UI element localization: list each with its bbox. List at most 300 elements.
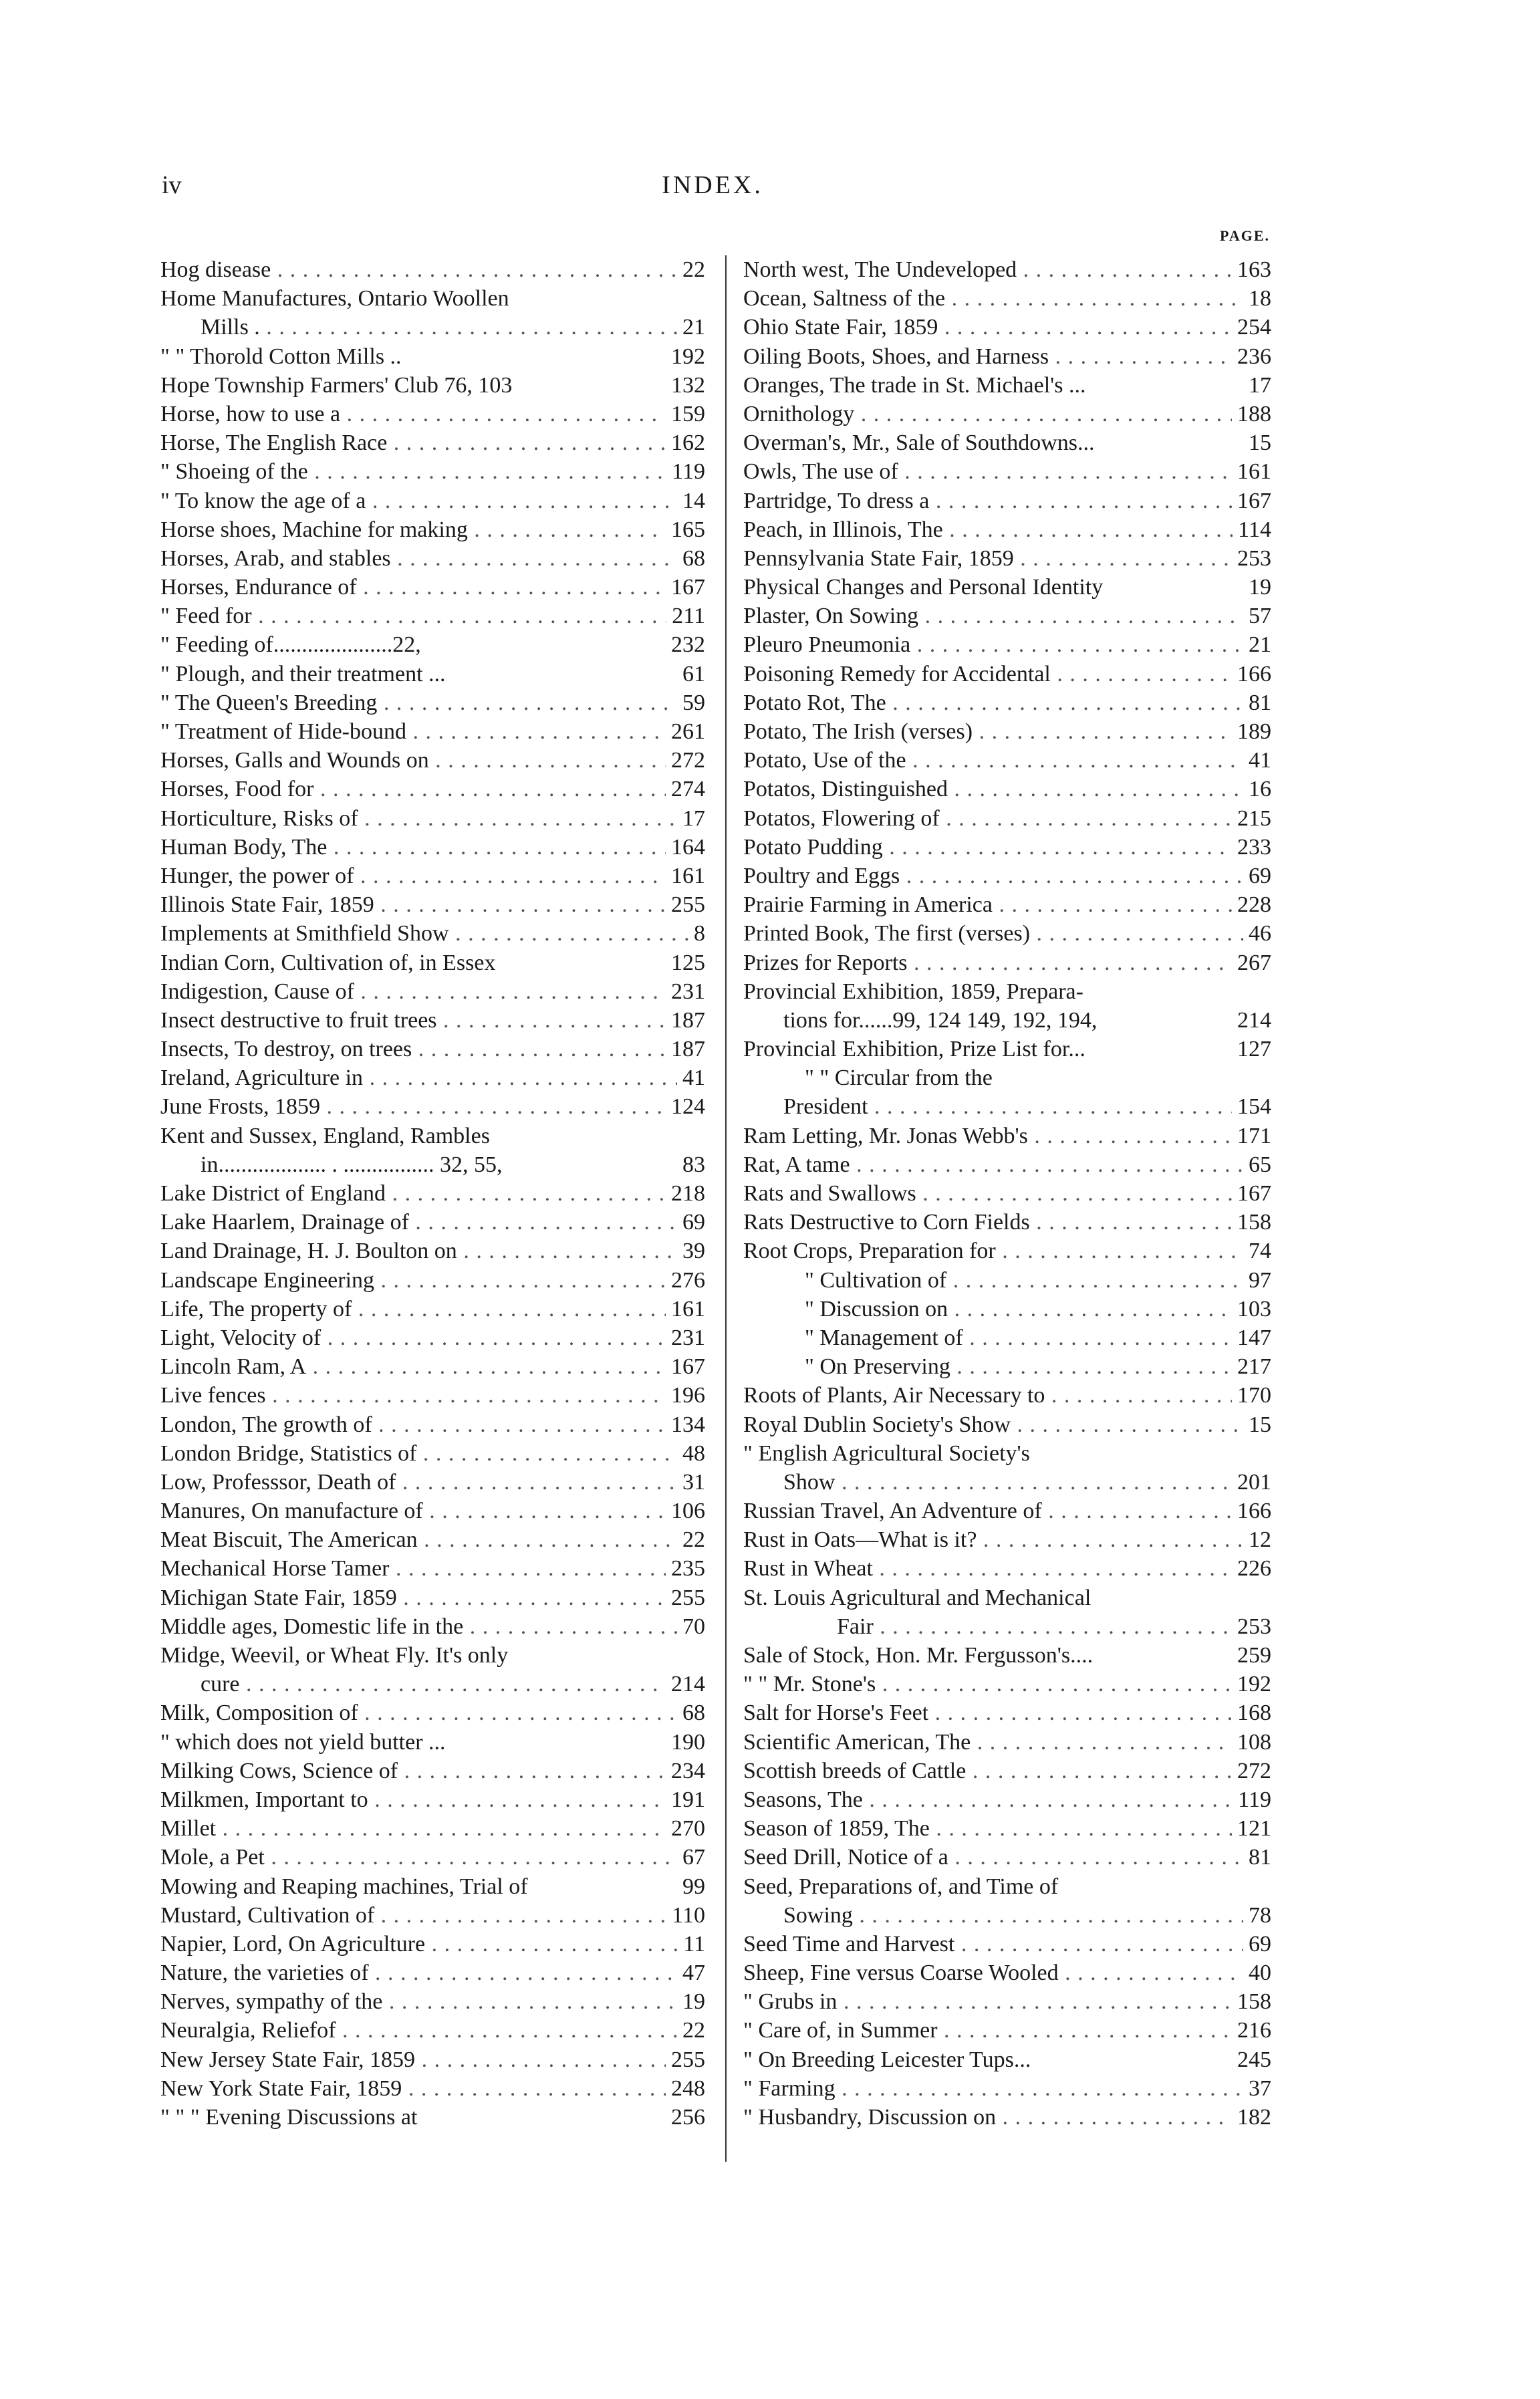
index-entry-page: 99: [677, 1872, 705, 1901]
index-entry: [160, 1006, 705, 1035]
index-entry-page: 69: [1243, 862, 1271, 890]
index-entry: [160, 1497, 705, 1525]
index-entry: [743, 457, 1271, 486]
index-entry-page: 19: [677, 1987, 705, 2016]
index-entry-text: Show . . .: [743, 1470, 1271, 1495]
index-entry: [743, 1208, 1271, 1237]
index-entry: [743, 1381, 1271, 1410]
index-entry: [160, 457, 705, 486]
index-entry-page: 108: [1232, 1728, 1271, 1757]
index-entry-page: 40: [1243, 1959, 1271, 1987]
index-entry: [743, 1497, 1271, 1525]
index-entry-page: 41: [1243, 746, 1271, 775]
index-entry: [743, 1468, 1271, 1497]
index-entry: [743, 1728, 1271, 1757]
index-entry: [160, 1757, 705, 1785]
index-entry-text: London Bridge, Statistics of . . .: [160, 1441, 705, 1466]
index-entry: [160, 1584, 705, 1612]
index-entry-text: Scientific American, The . . .: [743, 1730, 1271, 1755]
index-entry: [160, 1785, 705, 1814]
index-entry-text: Seed, Preparations of, and Time of: [743, 1874, 1059, 1899]
index-entry-text: " On Preserving . . .: [743, 1354, 1271, 1379]
index-entry: [743, 342, 1271, 371]
index-entry-page: 182: [1232, 2103, 1271, 2132]
index-entry: [160, 1063, 705, 1092]
index-entry: [743, 1843, 1271, 1872]
index-entry-text: " To know the age of a . . .: [160, 489, 705, 513]
index-entry-page: 65: [1243, 1150, 1271, 1179]
index-entry-text: Midge, Weevil, or Wheat Fly. It's only: [160, 1643, 509, 1668]
index-entry-page: 259: [1232, 1641, 1271, 1670]
index-entry: [160, 602, 705, 630]
index-entry: [743, 1237, 1271, 1265]
index-entry: [743, 544, 1271, 573]
index-entry-text: " Farming . . .: [743, 2076, 1271, 2101]
index-entry-page: 248: [666, 2074, 705, 2103]
index-entry-page: 15: [1243, 428, 1271, 457]
index-entry: [160, 1122, 705, 1150]
index-entry-page: 231: [666, 977, 705, 1006]
index-entry-page: 272: [666, 746, 705, 775]
index-entry: [160, 515, 705, 544]
index-entry-text: Hog disease . . .: [160, 257, 705, 282]
index-entry-text: " " Circular from the: [805, 1065, 993, 1091]
index-entry-text: Potato, Use of the . . .: [743, 748, 1271, 773]
index-entry-page: 162: [666, 428, 705, 457]
index-entry: [160, 400, 705, 428]
index-entry-page: 231: [666, 1323, 705, 1352]
index-entry-page: 171: [1232, 1122, 1271, 1150]
index-entry-text: Plaster, On Sowing . . .: [743, 604, 1271, 628]
index-entry-page: 11: [678, 1930, 705, 1959]
index-entry-page: 226: [1232, 1554, 1271, 1583]
index-entry: [160, 342, 705, 371]
index-entry: [160, 255, 705, 284]
index-entry: [743, 1266, 1271, 1295]
index-entry-page: 245: [1232, 2045, 1271, 2074]
index-entry-page: 192: [666, 342, 705, 371]
index-entry-page: 158: [1232, 1208, 1271, 1237]
index-entry: [743, 1295, 1271, 1323]
index-entry-text: Insects, To destroy, on trees . . .: [160, 1037, 705, 1061]
index-entry-text: " Feed for . . .: [160, 604, 705, 628]
index-entry-text: Provincial Exhibition, Prize List for...: [743, 1037, 1085, 1062]
index-entry: [160, 1872, 705, 1901]
index-entry-text: Rat, A tame . . .: [743, 1152, 1271, 1177]
index-entry-page: 253: [1232, 544, 1271, 573]
index-entry-text: Physical Changes and Personal Identity: [743, 575, 1104, 600]
index-entry-text: Landscape Engineering . . .: [160, 1268, 705, 1293]
page-column-label: PAGE.: [1220, 227, 1270, 244]
index-entry: [743, 1612, 1271, 1641]
index-entry: [743, 1323, 1271, 1352]
index-entry: [743, 1150, 1271, 1179]
index-entry-text: June Frosts, 1859 . . .: [160, 1094, 705, 1119]
index-entry: [160, 544, 705, 573]
index-entry-page: 31: [677, 1468, 705, 1497]
index-entry-text: Indigestion, Cause of . . .: [160, 979, 705, 1004]
index-entry-text: Sale of Stock, Hon. Mr. Fergusson's....: [743, 1643, 1094, 1668]
index-entry: [743, 1785, 1271, 1814]
index-entry-text: Owls, The use of . . .: [743, 459, 1271, 484]
index-entry-page: 17: [1243, 371, 1271, 400]
index-column-left: [160, 255, 705, 2132]
index-entry: [160, 2045, 705, 2074]
index-entry-page: 21: [1243, 630, 1271, 659]
index-entry-page: 114: [1233, 515, 1271, 544]
index-entry: [160, 1987, 705, 2016]
index-entry-text: Ram Letting, Mr. Jonas Webb's . . .: [743, 1124, 1271, 1148]
index-entry: [160, 1843, 705, 1872]
index-entry-page: 191: [666, 1785, 705, 1814]
index-entry-text: Human Body, The . . .: [160, 835, 705, 860]
index-entry-page: 124: [666, 1092, 705, 1121]
index-entry-page: 68: [677, 1698, 705, 1727]
index-entry: [743, 688, 1271, 717]
index-entry-text: " " " Evening Discussions at: [160, 2105, 418, 2130]
index-entry-text: tions for......99, 124 149, 192, 194,: [783, 1007, 1098, 1033]
index-entry-text: " Shoeing of the . . .: [160, 459, 705, 484]
index-entry: [160, 1641, 705, 1670]
index-entry-text: " Grubs in . . .: [743, 1989, 1271, 2014]
index-entry-text: Napier, Lord, On Agriculture . . .: [160, 1932, 705, 1956]
index-entry-page: 211: [666, 602, 705, 630]
index-entry-text: Middle ages, Domestic life in the . . .: [160, 1614, 705, 1639]
index-entry-page: 214: [666, 1670, 705, 1698]
index-entry: [743, 428, 1271, 457]
index-entry-text: Lake Haarlem, Drainage of . . .: [160, 1210, 705, 1235]
index-entry-page: 69: [677, 1208, 705, 1237]
index-entry: [743, 1554, 1271, 1583]
index-entry-page: 274: [666, 775, 705, 803]
page-number: iv: [162, 171, 182, 199]
index-entry-text: Provincial Exhibition, 1859, Prepara-: [743, 979, 1083, 1004]
index-entry: [743, 371, 1271, 400]
index-entry-text: " Husbandry, Discussion on . . .: [743, 2105, 1271, 2130]
index-entry-text: Rust in Oats—What is it? . . .: [743, 1527, 1271, 1552]
index-entry-text: Land Drainage, H. J. Boulton on . . .: [160, 1239, 705, 1263]
index-entry: [160, 890, 705, 919]
index-entry-text: Hunger, the power of . . .: [160, 864, 705, 888]
index-entry-page: 121: [1232, 1814, 1271, 1843]
index-entry: [743, 1872, 1271, 1901]
index-entry: [160, 746, 705, 775]
index-entry-text: Nerves, sympathy of the . . .: [160, 1989, 705, 2014]
index-entry: [743, 313, 1271, 342]
index-entry-text: Rust in Wheat . . .: [743, 1556, 1271, 1581]
index-entry: [160, 688, 705, 717]
index-entry-text: " Plough, and their treatment ...: [160, 661, 446, 686]
index-entry-text: Potatos, Distinguished . . .: [743, 777, 1271, 801]
index-entry: [743, 1179, 1271, 1208]
index-entry-text: Fair . . .: [743, 1614, 1271, 1639]
index-entry-text: Mechanical Horse Tamer . . .: [160, 1556, 705, 1581]
index-entry-page: 267: [1232, 949, 1271, 977]
index-entry: [743, 2074, 1271, 2103]
index-entry-page: 81: [1243, 688, 1271, 717]
index-entry-page: 39: [677, 1237, 705, 1265]
page-header: [162, 170, 1263, 211]
index-entry-text: Printed Book, The first (verses) . . .: [743, 921, 1271, 946]
index-entry-page: 255: [666, 890, 705, 919]
index-entry-text: Rats and Swallows . . .: [743, 1181, 1271, 1206]
index-entry-text: Mole, a Pet . . .: [160, 1845, 705, 1870]
index-entry-page: 69: [1243, 1930, 1271, 1959]
index-entry: [160, 573, 705, 602]
index-entry-text: Michigan State Fair, 1859 . . .: [160, 1586, 705, 1610]
index-entry-page: 218: [666, 1179, 705, 1208]
index-entry-text: " Management of . . .: [743, 1325, 1271, 1350]
index-entry-text: Lake District of England . . .: [160, 1181, 705, 1206]
index-entry-text: Potato Rot, The . . .: [743, 690, 1271, 715]
index-entry-page: 22: [677, 2016, 705, 2045]
index-entry-text: Insect destructive to fruit trees . . .: [160, 1008, 705, 1033]
index-entry-text: cure . . .: [160, 1672, 705, 1696]
index-entry-text: Mills . . . .: [160, 315, 705, 340]
index-entry-page: 235: [666, 1554, 705, 1583]
index-entry-text: Potatos, Flowering of . . .: [743, 806, 1271, 831]
index-entry-page: 256: [666, 2103, 705, 2132]
index-entry: [160, 775, 705, 803]
index-entry-text: Neuralgia, Reliefof . . .: [160, 2018, 705, 2043]
index-entry-page: 255: [666, 1584, 705, 1612]
index-entry: [160, 1612, 705, 1641]
index-entry-text: Potato Pudding . . .: [743, 835, 1271, 860]
index-entry-page: 254: [1232, 313, 1271, 342]
index-entry-text: President . . .: [743, 1094, 1271, 1119]
index-entry-text: Mowing and Reaping machines, Trial of: [160, 1874, 528, 1899]
index-entry-page: 47: [677, 1959, 705, 1987]
index-entry-page: 18: [1243, 284, 1271, 313]
index-entry-text: Prizes for Reports . . .: [743, 951, 1271, 975]
index-entry-page: 19: [1243, 573, 1271, 602]
index-entry-text: North west, The Undeveloped . . .: [743, 257, 1271, 282]
index-entry-text: Milking Cows, Science of . . .: [160, 1759, 705, 1783]
index-entry: [160, 1930, 705, 1959]
index-entry-page: 12: [1243, 1525, 1271, 1554]
index-entry: [743, 2016, 1271, 2045]
index-entry-text: Light, Velocity of . . .: [160, 1325, 705, 1350]
index-entry-text: Mustard, Cultivation of . . .: [160, 1903, 705, 1928]
index-entry: [160, 1179, 705, 1208]
index-entry-page: 163: [1232, 255, 1271, 284]
index-entry: [160, 1554, 705, 1583]
index-entry: [160, 1150, 705, 1179]
index-entry: [743, 977, 1271, 1006]
index-entry-text: Sowing . . .: [743, 1903, 1271, 1928]
index-entry-page: 78: [1243, 1901, 1271, 1930]
index-entry: [743, 1439, 1271, 1468]
index-entry-page: 61: [677, 660, 705, 688]
index-entry-page: 255: [666, 2045, 705, 2074]
index-entry: [743, 949, 1271, 977]
index-entry: [743, 400, 1271, 428]
index-entry-page: 70: [677, 1612, 705, 1641]
index-entry: [160, 1410, 705, 1439]
index-entry-text: Ornithology . . .: [743, 402, 1271, 426]
index-entry-text: Indian Corn, Cultivation of, in Essex: [160, 950, 496, 975]
index-entry: [743, 1698, 1271, 1727]
index-entry: [743, 1410, 1271, 1439]
index-entry: [160, 487, 705, 515]
index-entry: [743, 1670, 1271, 1698]
index-entry: [743, 717, 1271, 746]
index-entry-page: 83: [677, 1150, 705, 1179]
index-entry-text: Millet . . .: [160, 1816, 705, 1841]
index-entry: [160, 1035, 705, 1063]
index-entry-text: Seed Drill, Notice of a . . .: [743, 1845, 1271, 1870]
index-entry: [160, 977, 705, 1006]
index-entry-page: 192: [1232, 1670, 1271, 1698]
running-title: INDEX.: [662, 171, 763, 199]
index-entry-text: " On Breeding Leicester Tups...: [743, 2047, 1031, 2072]
index-entry-page: 59: [677, 688, 705, 717]
index-entry: [160, 1728, 705, 1757]
index-entry: [160, 1468, 705, 1497]
index-entry: [160, 1323, 705, 1352]
index-entry-page: 41: [677, 1063, 705, 1092]
index-entry-text: " " Mr. Stone's . . .: [743, 1672, 1271, 1696]
index-entry: [743, 1006, 1271, 1035]
index-entry: [160, 833, 705, 862]
index-entry-text: Milkmen, Important to . . .: [160, 1787, 705, 1812]
index-entry-text: Sheep, Fine versus Coarse Wooled . . .: [743, 1961, 1271, 1985]
index-entry-page: 57: [1243, 602, 1271, 630]
index-entry-page: 167: [1232, 1179, 1271, 1208]
index-entry-page: 217: [1232, 1352, 1271, 1381]
index-entry-page: 106: [666, 1497, 705, 1525]
index-entry-page: 119: [1233, 1785, 1271, 1814]
index-entry-page: 270: [666, 1814, 705, 1843]
index-entry: [743, 660, 1271, 688]
index-entry-page: 215: [1232, 804, 1271, 833]
index-entry: [160, 1208, 705, 1237]
index-entry: [743, 1757, 1271, 1785]
index-entry-page: 214: [1232, 1006, 1271, 1035]
index-entry-page: 164: [666, 833, 705, 862]
index-entry-page: 22: [677, 1525, 705, 1554]
index-entry-text: Manures, On manufacture of . . .: [160, 1499, 705, 1523]
index-entry-page: 161: [1232, 457, 1271, 486]
index-entry-text: Salt for Horse's Feet . . .: [743, 1700, 1271, 1725]
index-entry-text: Pennsylvania State Fair, 1859 . . .: [743, 546, 1271, 571]
index-entry-page: 236: [1232, 342, 1271, 371]
index-entry: [743, 1092, 1271, 1121]
index-column-right: [743, 255, 1271, 2132]
index-entry-text: Pleuro Pneumonia . . .: [743, 632, 1271, 657]
index-entry: [160, 428, 705, 457]
index-entry-text: Seasons, The . . .: [743, 1787, 1271, 1812]
index-entry: [160, 1525, 705, 1554]
index-entry-text: Seed Time and Harvest . . .: [743, 1932, 1271, 1956]
index-entry-page: 158: [1232, 1987, 1271, 2016]
index-entry: [160, 1295, 705, 1323]
index-entry-page: 276: [666, 1266, 705, 1295]
index-entry: [743, 1641, 1271, 1670]
index-entry-text: Poisoning Remedy for Accidental . . .: [743, 662, 1271, 686]
index-entry-page: 261: [666, 717, 705, 746]
index-entry-text: Potato, The Irish (verses) . . .: [743, 719, 1271, 744]
index-entry-page: 110: [666, 1901, 705, 1930]
index-entry-text: Life, The property of . . .: [160, 1297, 705, 1321]
index-entry: [743, 1352, 1271, 1381]
index-entry: [160, 2074, 705, 2103]
index-entry-text: Home Manufactures, Ontario Woollen: [160, 286, 509, 311]
index-entry-page: 103: [1232, 1295, 1271, 1323]
index-entry-page: 16: [1243, 775, 1271, 803]
index-entry-text: Horses, Galls and Wounds on . . .: [160, 748, 705, 773]
index-entry: [160, 1439, 705, 1468]
index-entry-page: 187: [666, 1035, 705, 1063]
index-entry: [743, 255, 1271, 284]
index-entry-page: 161: [666, 1295, 705, 1323]
index-entry-page: 167: [1232, 487, 1271, 515]
index-entry-text: Lincoln Ram, A . . .: [160, 1354, 705, 1379]
index-entry-text: St. Louis Agricultural and Mechanical: [743, 1585, 1092, 1610]
index-entry-page: 161: [666, 862, 705, 890]
index-entry-text: Ohio State Fair, 1859 . . .: [743, 315, 1271, 340]
index-entry: [160, 717, 705, 746]
index-entry-page: 170: [1232, 1381, 1271, 1410]
index-entry: [160, 1352, 705, 1381]
index-entry-page: 14: [677, 487, 705, 515]
index-entry: [160, 660, 705, 688]
index-entry-text: Kent and Sussex, England, Rambles: [160, 1123, 490, 1148]
index-entry-page: 253: [1232, 1612, 1271, 1641]
index-entry: [160, 1092, 705, 1121]
index-entry-page: 167: [666, 573, 705, 602]
index-entry-text: Horse shoes, Machine for making . . .: [160, 517, 705, 542]
index-entry: [743, 2103, 1271, 2132]
index-entry: [743, 573, 1271, 602]
index-entry-text: Horticulture, Risks of . . .: [160, 806, 705, 831]
index-entry-text: Milk, Composition of . . .: [160, 1700, 705, 1725]
index-entry: [743, 2045, 1271, 2074]
index-entry-text: Live fences . . .: [160, 1383, 705, 1408]
index-entry-text: Meat Biscuit, The American . . .: [160, 1527, 705, 1552]
index-entry: [160, 284, 705, 313]
index-entry: [160, 862, 705, 890]
column-divider: [725, 255, 727, 2162]
index-entry-text: Oranges, The trade in St. Michael's ...: [743, 372, 1086, 398]
index-entry: [160, 1237, 705, 1265]
index-entry: [743, 1525, 1271, 1554]
index-entry: [743, 746, 1271, 775]
index-entry-text: Implements at Smithfield Show . . .: [160, 921, 705, 946]
index-entry-page: 201: [1232, 1468, 1271, 1497]
index-entry-page: 189: [1232, 717, 1271, 746]
index-entry-text: Horses, Food for . . .: [160, 777, 705, 801]
index-entry-text: " Care of, in Summer . . .: [743, 2018, 1271, 2043]
index-entry-page: 127: [1232, 1035, 1271, 1063]
index-entry: [743, 1987, 1271, 2016]
index-entry: [743, 775, 1271, 803]
index-entry-text: Ocean, Saltness of the . . .: [743, 286, 1271, 311]
index-entry-text: London, The growth of . . .: [160, 1412, 705, 1437]
index-entry-page: 188: [1232, 400, 1271, 428]
index-entry-text: Rats Destructive to Corn Fields . . .: [743, 1210, 1271, 1235]
index-entry-page: 74: [1243, 1237, 1271, 1265]
index-entry-page: 15: [1243, 1410, 1271, 1439]
index-entry-text: Royal Dublin Society's Show . . .: [743, 1412, 1271, 1437]
index-entry-page: 119: [666, 457, 705, 486]
index-entry-text: " Cultivation of . . .: [743, 1268, 1271, 1293]
index-entry-page: 228: [1232, 890, 1271, 919]
index-entry-text: New York State Fair, 1859 . . .: [160, 2076, 705, 2101]
index-entry-page: 147: [1232, 1323, 1271, 1352]
index-entry: [743, 1122, 1271, 1150]
index-entry: [160, 1381, 705, 1410]
